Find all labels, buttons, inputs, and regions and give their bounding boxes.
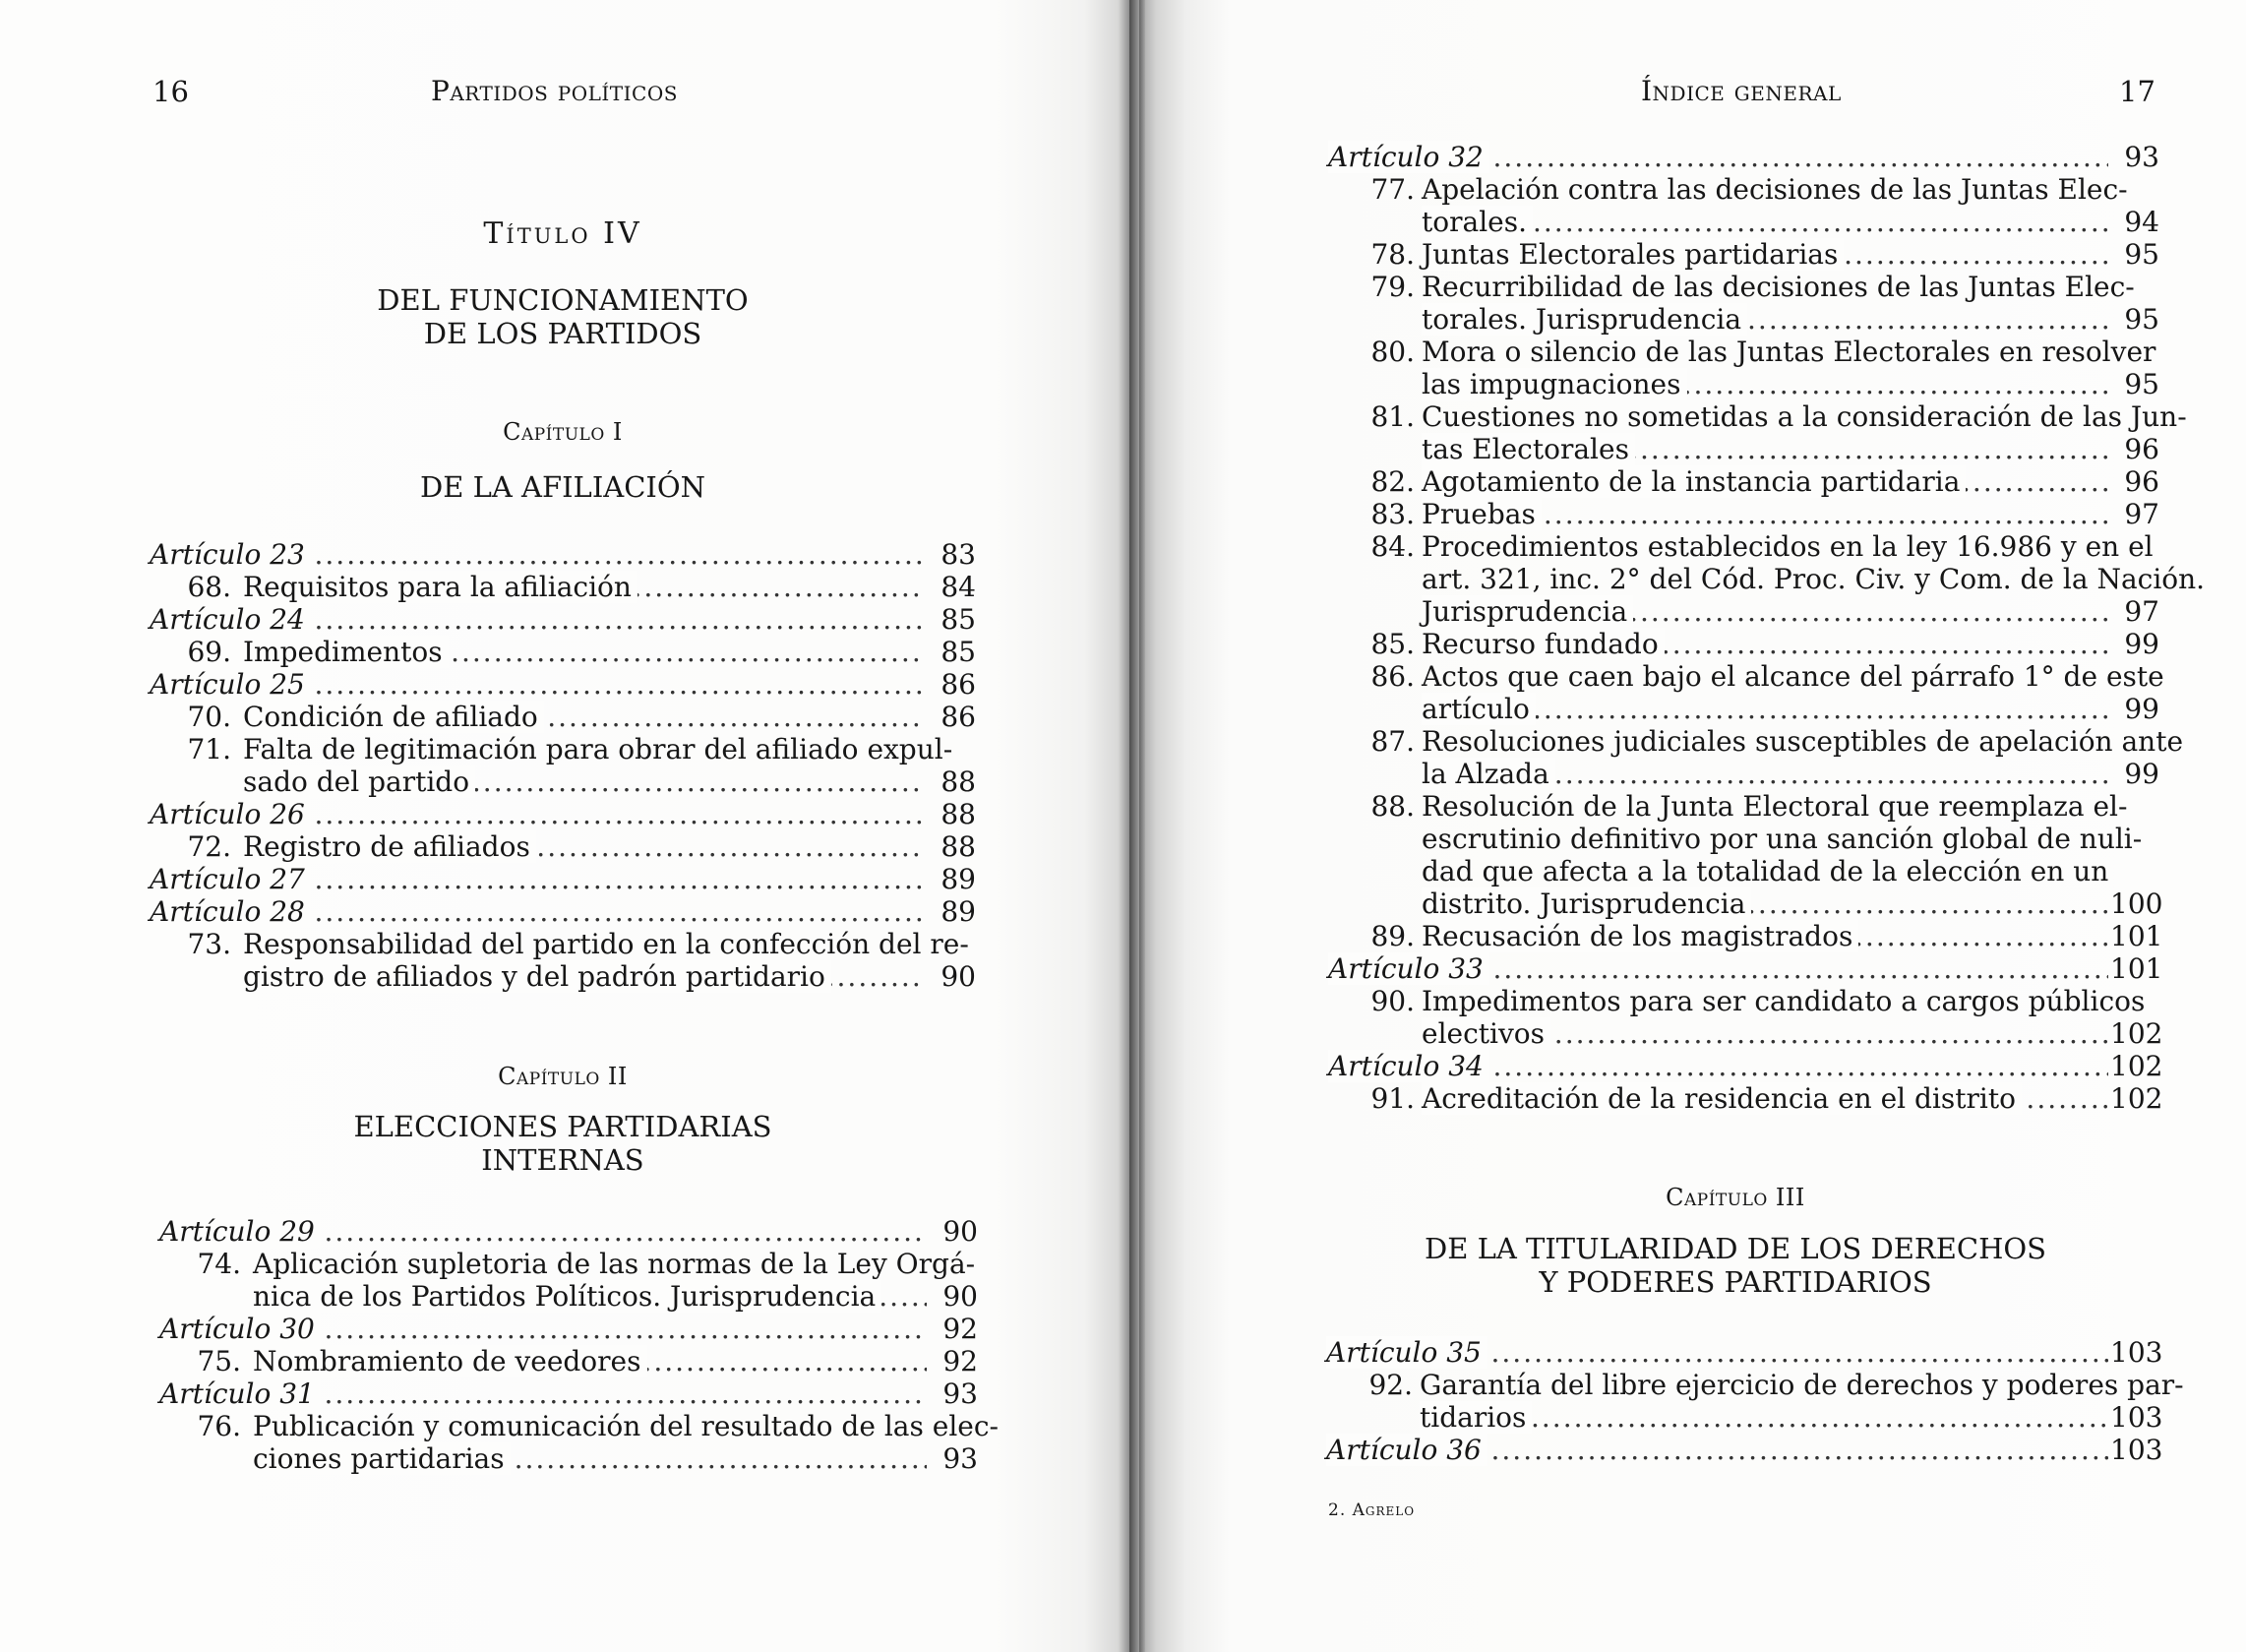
toc-page-number: 85 <box>941 636 976 668</box>
toc-article-label: Artículo 27 <box>150 863 311 895</box>
toc-entry-text: Apelación contra las decisiones de las Juntas Elec- <box>1422 173 2128 206</box>
toc-page-number: 102 <box>2110 1050 2163 1082</box>
toc-entry-text: gistro de afiliados y del padrón partidario <box>243 960 831 993</box>
toc-entry-number: 78. <box>1370 238 1415 271</box>
toc-list <box>1326 1336 2184 1466</box>
toc-entry-number: 71. <box>187 733 231 765</box>
toc-page-number: 92 <box>942 1313 978 1345</box>
toc-page-number: 86 <box>941 701 976 733</box>
toc-entry <box>1328 1017 2163 1050</box>
toc-entry-text: Actos que caen bajo el alcance del párrafo 1° de este <box>1422 660 2164 693</box>
toc-page-number: 93 <box>2124 141 2159 173</box>
title-heading <box>377 283 748 350</box>
toc-page-number: 86 <box>941 668 976 701</box>
toc-entry-text: Aplicación supletoria de las normas de la Ley Orgá- <box>253 1248 976 1280</box>
toc-page-number: 83 <box>941 538 976 571</box>
toc-entry <box>1328 433 2159 465</box>
title-line: DEL FUNCIONAMIENTO <box>377 283 749 317</box>
toc-entry-text: Acreditación de la residencia en el distrito <box>1422 1082 2022 1115</box>
toc-entry <box>150 960 976 993</box>
toc-entry-text: torales. <box>1422 206 1533 238</box>
capitulo-heading: DE LA AFILIACIÓN <box>419 470 706 504</box>
toc-entry-text: Publicación y comunicación del resultado de las elec- <box>253 1410 999 1442</box>
toc-entry <box>1326 1369 2184 1401</box>
running-head: Partidos políticos <box>431 75 678 107</box>
toc-entry-text: Recurso fundado <box>1422 628 1665 660</box>
toc-article-label: Artículo 28 <box>150 895 311 928</box>
toc-article-label: Artículo 29 <box>159 1215 321 1248</box>
toc-entry-text: Mora o silencio de las Juntas Electorales en resolver <box>1422 336 2156 368</box>
capitulo-label: Capítulo III <box>1666 1184 1805 1211</box>
toc-entry-text: Falta de legitimación para obrar del afiliado expul- <box>243 733 953 765</box>
toc-entry <box>1328 693 2159 725</box>
toc-page-number: 95 <box>2124 368 2159 400</box>
toc-article-entry <box>159 1313 978 1345</box>
toc-entry-number: 86. <box>1370 660 1415 693</box>
toc-entry-text: Garantía del libre ejercicio de derechos y poderes par- <box>1420 1369 2184 1401</box>
toc-entry-number: 69. <box>187 636 231 668</box>
toc-entry-text: distrito. Jurisprudencia <box>1422 887 1751 920</box>
toc-entry <box>1328 563 2206 595</box>
toc-page-number: 90 <box>942 1215 978 1248</box>
toc-entry-text: electivos <box>1422 1017 1550 1050</box>
toc-entry-number: 92. <box>1368 1369 1413 1401</box>
toc-page-number: 84 <box>941 571 976 603</box>
toc-entry <box>1328 985 2159 1017</box>
toc-page-number: 99 <box>2124 758 2159 790</box>
toc-page-number: 97 <box>2124 498 2159 530</box>
toc-entry <box>150 765 976 798</box>
toc-entry-text: escrutinio definitivo por una sanción global de nuli- <box>1422 823 2143 855</box>
toc-entry <box>1328 887 2163 920</box>
page-number: 17 <box>2119 75 2155 108</box>
toc-entry-text: Requisitos para la afiliación <box>243 571 637 603</box>
toc-entry <box>1328 400 2187 433</box>
toc-page-number: 88 <box>941 765 976 798</box>
toc-entry-number: 81. <box>1370 400 1415 433</box>
toc-entry-text: art. 321, inc. 2° del Cód. Proc. Civ. y Com. de la Nación. <box>1422 563 2206 595</box>
toc-entry-number: 91. <box>1370 1082 1415 1115</box>
toc-entry-text: las impugnaciones <box>1422 368 1687 400</box>
toc-article-label: Artículo 34 <box>1328 1050 1489 1082</box>
toc-entry <box>150 571 976 603</box>
toc-page-number: 103 <box>2110 1401 2163 1434</box>
toc-article-entry <box>150 895 976 928</box>
toc-entry <box>1326 1401 2163 1434</box>
toc-entry-number: 85. <box>1370 628 1415 660</box>
toc-entry-text: Impedimentos para ser candidato a cargos públicos <box>1422 985 2146 1017</box>
toc-entry-text: torales. Jurisprudencia <box>1422 303 1747 336</box>
toc-page-number: 103 <box>2110 1336 2163 1369</box>
toc-page-number: 88 <box>941 830 976 863</box>
toc-entry-text: Impedimentos <box>243 636 449 668</box>
toc-entry-number: 82. <box>1370 465 1415 498</box>
capitulo-heading <box>1425 1232 2046 1299</box>
toc-article-label: Artículo 25 <box>150 668 311 701</box>
toc-article-label: Artículo 30 <box>159 1313 321 1345</box>
toc-entry <box>159 1345 978 1377</box>
toc-page-number: 92 <box>942 1345 978 1377</box>
toc-list <box>150 538 976 993</box>
toc-entry <box>1328 595 2159 628</box>
toc-page-number: 94 <box>2124 206 2159 238</box>
toc-entry-number: 76. <box>197 1410 241 1442</box>
book-gutter <box>1139 0 1145 1652</box>
toc-page-number: 89 <box>941 863 976 895</box>
toc-entry <box>1328 758 2159 790</box>
toc-entry <box>150 928 976 960</box>
toc-article-entry <box>150 798 976 830</box>
toc-entry-text: Recusación de los magistrados <box>1422 920 1858 952</box>
toc-entry-number: 89. <box>1370 920 1415 952</box>
toc-page-number: 90 <box>942 1280 978 1313</box>
toc-entry-number: 84. <box>1370 530 1415 563</box>
toc-entry <box>159 1442 978 1475</box>
toc-page-number: 101 <box>2110 952 2163 985</box>
toc-article-label: Artículo 33 <box>1328 952 1489 985</box>
toc-entry <box>1328 855 2159 887</box>
toc-entry-text: tidarios <box>1420 1401 1532 1434</box>
toc-list <box>159 1215 999 1475</box>
toc-entry-number: 73. <box>187 928 231 960</box>
toc-entry <box>159 1410 999 1442</box>
toc-entry-text: Responsabilidad del partido en la confección del re- <box>243 928 969 960</box>
toc-article-label: Artículo 36 <box>1326 1434 1487 1466</box>
toc-entry <box>159 1248 978 1280</box>
toc-page-number: 101 <box>2110 920 2163 952</box>
toc-page-number: 97 <box>2124 595 2159 628</box>
toc-page-number: 85 <box>941 603 976 636</box>
toc-article-label: Artículo 32 <box>1328 141 1489 173</box>
capitulo-heading-line: INTERNAS <box>481 1143 644 1177</box>
toc-article-entry <box>1328 141 2159 173</box>
capitulo-heading-line: ELECCIONES PARTIDARIAS <box>353 1110 772 1143</box>
toc-article-entry <box>1328 1050 2163 1082</box>
toc-page-number: 99 <box>2124 693 2159 725</box>
toc-entry-number: 74. <box>197 1248 241 1280</box>
toc-entry <box>1328 920 2163 952</box>
capitulo-heading-line: Y PODERES PARTIDARIOS <box>1539 1265 1932 1299</box>
toc-entry-text: Condición de afiliado <box>243 701 544 733</box>
toc-entry-text: Jurisprudencia <box>1422 595 1633 628</box>
toc-entry <box>150 733 976 765</box>
toc-entry <box>150 701 976 733</box>
toc-entry <box>1328 271 2159 303</box>
toc-article-entry <box>150 668 976 701</box>
toc-article-label: Artículo 35 <box>1326 1336 1487 1369</box>
toc-entry-number: 68. <box>187 571 231 603</box>
toc-entry <box>1328 628 2159 660</box>
toc-page-number: 96 <box>2124 465 2159 498</box>
toc-page-number: 102 <box>2110 1082 2163 1115</box>
toc-entry-text: Resoluciones judiciales susceptibles de apelación ante <box>1422 725 2184 758</box>
toc-entry-number: 88. <box>1370 790 1415 823</box>
toc-entry-text: Registro de afiliados <box>243 830 536 863</box>
capitulo-heading <box>353 1110 771 1177</box>
right-page <box>1129 0 2246 1652</box>
toc-article-label: Artículo 23 <box>150 538 311 571</box>
toc-page-number: 96 <box>2124 433 2159 465</box>
toc-entry-text: Procedimientos establecidos en la ley 16.986 y en el <box>1422 530 2154 563</box>
toc-entry <box>1328 498 2159 530</box>
toc-page-number: 93 <box>942 1442 978 1475</box>
toc-entry-text: nica de los Partidos Políticos. Jurisprudencia <box>253 1280 881 1313</box>
toc-article-label: Artículo 26 <box>150 798 311 830</box>
capitulo-label: Capítulo I <box>503 418 623 446</box>
toc-entry-text: la Alzada <box>1422 758 1555 790</box>
toc-page-number: 99 <box>2124 628 2159 660</box>
toc-entry <box>1328 303 2159 336</box>
toc-entry <box>159 1280 978 1313</box>
toc-article-entry <box>1328 952 2163 985</box>
toc-article-entry <box>150 538 976 571</box>
footnote: 2. Agrelo <box>1328 1500 1416 1520</box>
toc-entry <box>150 636 976 668</box>
toc-entry-number: 75. <box>197 1345 241 1377</box>
toc-entry-number: 90. <box>1370 985 1415 1017</box>
toc-entry-text: Cuestiones no sometidas a la consideración de las Jun- <box>1422 400 2187 433</box>
toc-entry <box>1328 336 2159 368</box>
toc-article-entry <box>159 1377 978 1410</box>
capitulo-heading-line: DE LA TITULARIDAD DE LOS DERECHOS <box>1424 1232 2047 1265</box>
toc-entry <box>1328 660 2164 693</box>
page-number: 16 <box>152 75 189 108</box>
toc-entry <box>150 830 976 863</box>
toc-article-entry <box>159 1215 978 1248</box>
toc-page-number: 93 <box>942 1377 978 1410</box>
toc-page-number: 89 <box>941 895 976 928</box>
toc-entry <box>1328 725 2184 758</box>
toc-entry <box>1328 530 2159 563</box>
toc-entry-number: 70. <box>187 701 231 733</box>
toc-entry-text: Juntas Electorales partidarias <box>1422 238 1844 271</box>
toc-entry-number: 87. <box>1370 725 1415 758</box>
toc-entry <box>1328 238 2159 271</box>
toc-entry-number: 80. <box>1370 336 1415 368</box>
toc-entry <box>1328 790 2159 823</box>
toc-entry-text: artículo <box>1422 693 1536 725</box>
toc-page-number: 88 <box>941 798 976 830</box>
toc-article-label: Artículo 31 <box>159 1377 321 1410</box>
toc-article-entry <box>1326 1336 2163 1369</box>
toc-entry <box>1328 465 2159 498</box>
toc-entry <box>1328 173 2159 206</box>
toc-entry-text: dad que afecta a la totalidad de la elección en un <box>1422 855 2109 887</box>
toc-article-entry <box>1326 1434 2163 1466</box>
toc-entry-number: 77. <box>1370 173 1415 206</box>
toc-article-label: Artículo 24 <box>150 603 311 636</box>
toc-page-number: 95 <box>2124 238 2159 271</box>
toc-entry-text: Agotamiento de la instancia partidaria <box>1422 465 1966 498</box>
capitulo-label: Capítulo II <box>498 1063 628 1090</box>
toc-entry-text: Recurribilidad de las decisiones de las Juntas Elec- <box>1422 271 2135 303</box>
toc-entry-text: Nombramiento de veedores <box>253 1345 647 1377</box>
toc-page-number: 90 <box>941 960 976 993</box>
toc-entry-text: sado del partido <box>243 765 475 798</box>
toc-article-entry <box>150 863 976 895</box>
toc-page-number: 95 <box>2124 303 2159 336</box>
running-head: Índice general <box>1641 75 1842 107</box>
toc-article-entry <box>150 603 976 636</box>
toc-page-number: 103 <box>2110 1434 2163 1466</box>
toc-entry-text: ciones partidarias <box>253 1442 511 1475</box>
titulo-heading: Título IV <box>483 216 642 251</box>
toc-entry-number: 72. <box>187 830 231 863</box>
toc-list <box>1328 141 2206 1115</box>
toc-entry-text: Resolución de la Junta Electoral que reemplaza el- <box>1422 790 2128 823</box>
title-line: DE LOS PARTIDOS <box>423 317 702 350</box>
toc-entry <box>1328 368 2159 400</box>
toc-entry <box>1328 1082 2163 1115</box>
toc-page-number: 102 <box>2110 1017 2163 1050</box>
toc-entry-text: Pruebas <box>1422 498 1542 530</box>
toc-entry-number: 83. <box>1370 498 1415 530</box>
toc-entry-number: 79. <box>1370 271 1415 303</box>
toc-entry <box>1328 823 2159 855</box>
toc-entry <box>1328 206 2159 238</box>
toc-entry-text: tas Electorales <box>1422 433 1635 465</box>
toc-page-number: 100 <box>2110 887 2163 920</box>
